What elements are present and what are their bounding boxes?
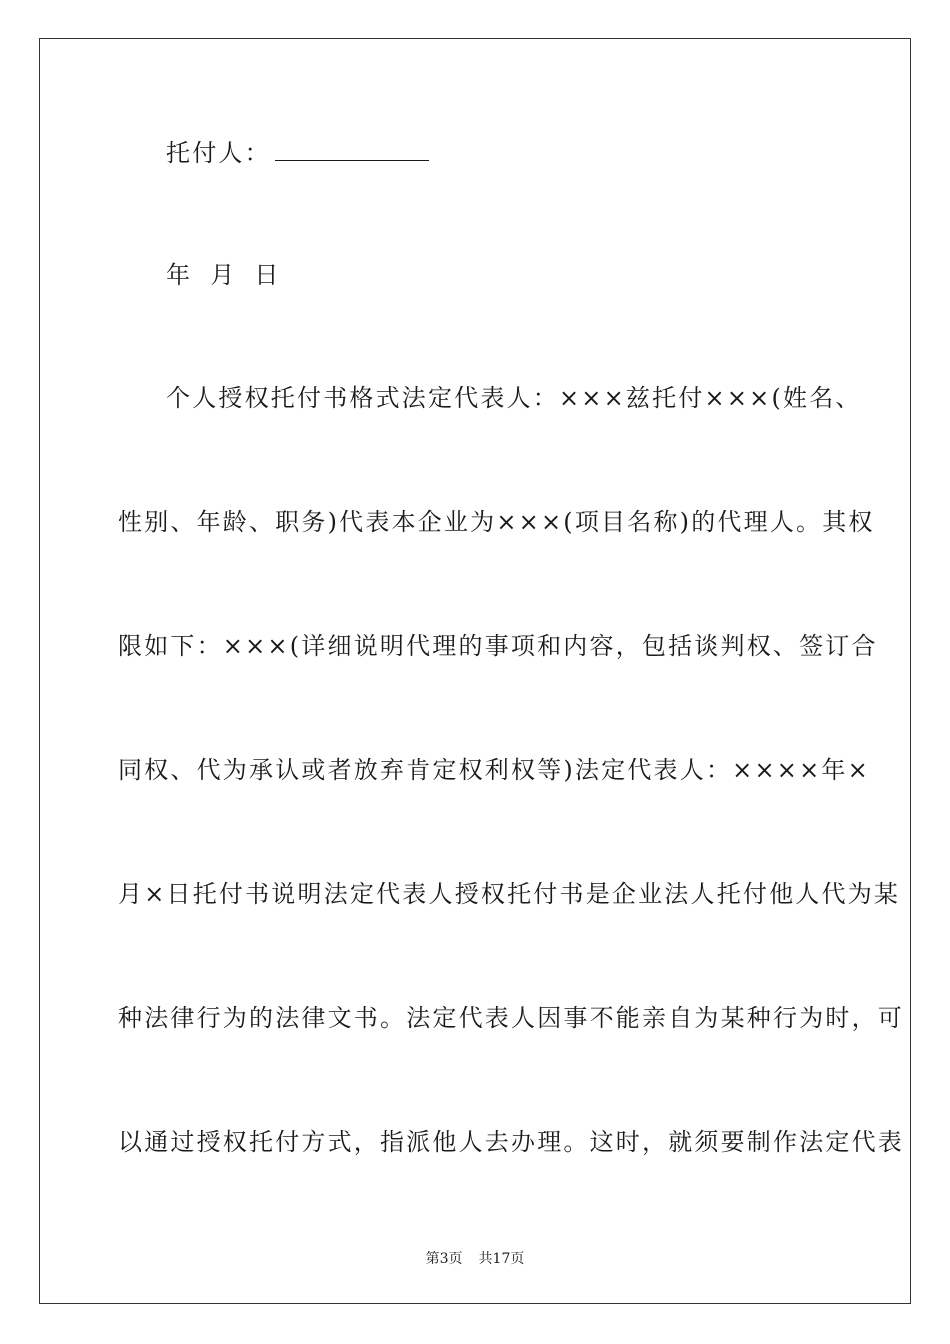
paragraph-line-5: 月×日托付书说明法定代表人授权托付书是企业法人托付他人代为某 [118, 880, 901, 908]
page-number: 第3页 [425, 1251, 463, 1267]
paragraph-line-6: 种法律行为的法律文书。法定代表人因事不能亲自为某种行为时，可 [118, 1004, 904, 1032]
date-year: 年 [166, 261, 193, 289]
paragraph-line-2: 性别、年龄、职务)代表本企业为×××(项目名称)的代理人。其权 [118, 508, 875, 536]
page-footer [0, 1248, 950, 1268]
paragraph-line-1: 个人授权托付书格式法定代表人：×××兹托付×××(姓名、 [166, 384, 862, 412]
paragraph-line-7: 以通过授权托付方式，指派他人去办理。这时，就须要制作法定代表 [118, 1128, 904, 1156]
date-day: 日 [254, 261, 281, 289]
page-total: 共17页 [478, 1251, 525, 1267]
paragraph-line-4: 同权、代为承认或者放弃肯定权利权等)法定代表人：××××年× [118, 756, 870, 784]
paragraph-line-3: 限如下：×××(详细说明代理的事项和内容，包括谈判权、签订合 [118, 632, 878, 660]
entrustor-line [166, 138, 846, 168]
entrustor-label: 托付人： [166, 139, 271, 167]
entrustor-signature-blank [275, 138, 429, 161]
page-border [39, 38, 911, 1304]
date-month: 月 [210, 261, 237, 289]
date-line [166, 260, 846, 290]
